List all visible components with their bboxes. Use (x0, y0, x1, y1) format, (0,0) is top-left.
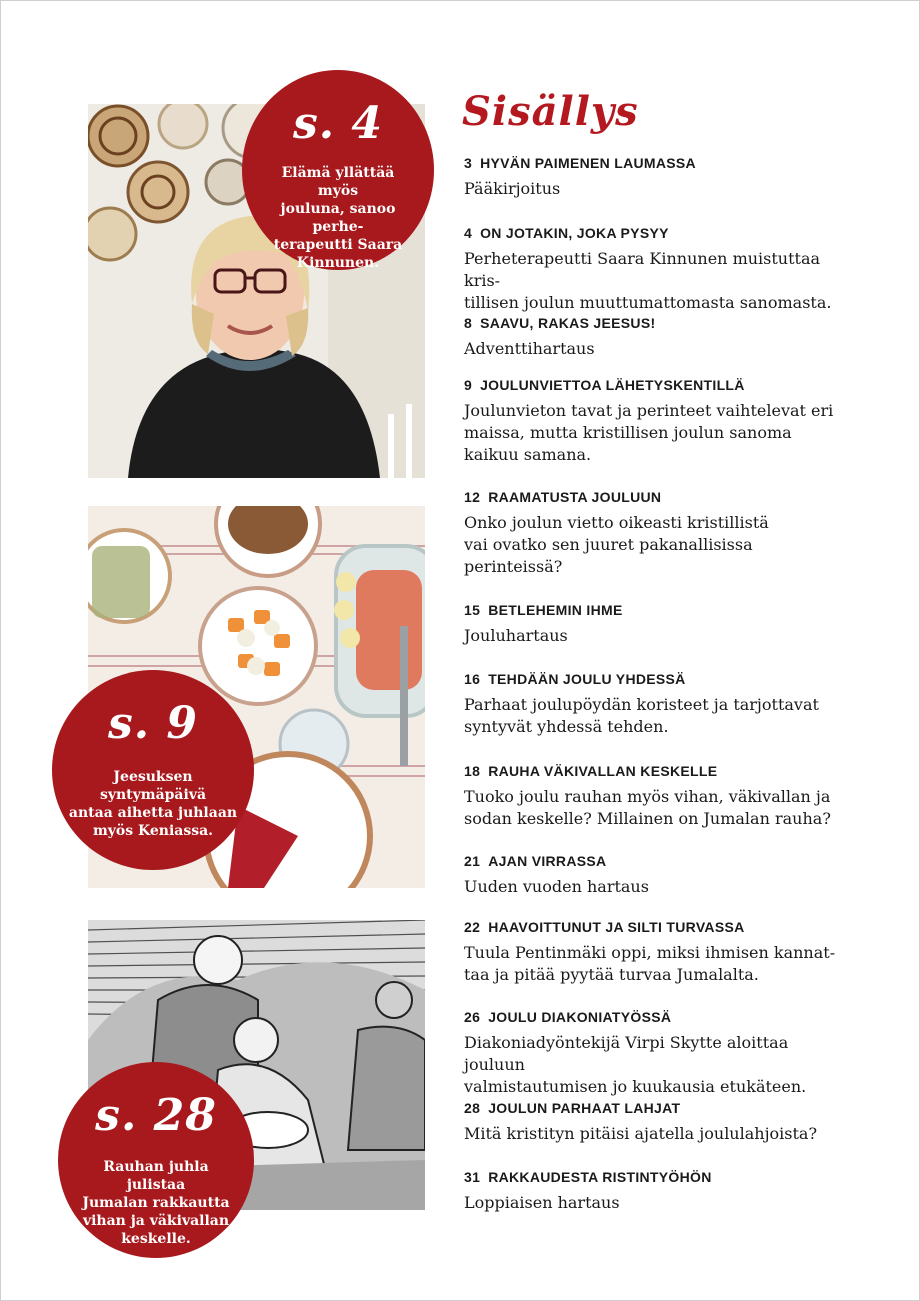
toc-description: Tuula Pentinmäki oppi, miksi ihmisen kannat- (464, 943, 836, 962)
toc-page-number: 12 (464, 489, 481, 505)
toc-heading-text: BETLEHEMIN IHME (488, 602, 623, 618)
toc-description: Tuoko joulu rauhan myös vihan, väkivallan ja (464, 787, 831, 806)
toc-entry[interactable] (464, 1008, 854, 1098)
toc-heading-text: AJAN VIRRASSA (488, 853, 607, 869)
toc-description: tillisen joulun muuttumattomasta sanomasta. (464, 293, 832, 312)
toc-entry[interactable] (464, 1099, 854, 1145)
toc-entry[interactable] (464, 601, 854, 647)
toc-heading-text: RAUHA VÄKIVALLAN KESKELLE (488, 763, 718, 779)
toc-entry[interactable] (464, 670, 854, 738)
toc-heading-text: JOULUNVIETTOA LÄHETYSKENTILLÄ (480, 377, 745, 393)
toc-heading (464, 1168, 854, 1186)
toc-page-number: 8 (464, 315, 473, 331)
toc-description: Jouluhartaus (464, 626, 568, 645)
toc-entry[interactable] (464, 154, 854, 200)
toc-description: maissa, mutta kristillisen joulun sanoma (464, 423, 792, 442)
toc-description: Perheterapeutti Saara Kinnunen muistuttaa kris- (464, 249, 821, 290)
callout-text-line: Kinnunen. (296, 255, 380, 271)
toc-description: valmistautumisen jo kuukausia etukäteen. (464, 1077, 807, 1096)
callout-text-line: myös Keniassa. (92, 823, 214, 839)
toc-description: syntyvät yhdessä tehden. (464, 717, 669, 736)
callout-page-9[interactable] (52, 670, 254, 870)
toc-heading (464, 314, 854, 332)
toc-heading-text: RAKKAUDESTA RISTINTYÖHÖN (488, 1169, 712, 1185)
toc-heading (464, 488, 854, 506)
toc-heading-text: HAAVOITTUNUT JA SILTI TURVASSA (488, 919, 745, 935)
toc-description: Diakoniadyöntekijä Virpi Skytte aloittaa jouluun (464, 1033, 789, 1074)
callout-text-line: keskelle. (121, 1231, 191, 1247)
toc-page-number: 22 (464, 919, 481, 935)
toc-description: kaikuu samana. (464, 445, 592, 464)
toc-description: Mitä kristityn pitäisi ajatella joululahjoista? (464, 1124, 818, 1143)
toc-heading-text: TEHDÄÄN JOULU YHDESSÄ (488, 671, 686, 687)
toc-description: Uuden vuoden hartaus (464, 877, 649, 896)
toc-page-number: 9 (464, 377, 473, 393)
toc-page-number: 18 (464, 763, 481, 779)
toc-description: Onko joulun vietto oikeasti kristillistä (464, 513, 769, 532)
callout-page-label: s. 9 (107, 698, 199, 749)
toc-entry[interactable] (464, 852, 854, 898)
callout-text-line: vihan ja väkivallan (82, 1213, 230, 1229)
toc-heading-text: HYVÄN PAIMENEN LAUMASSA (480, 155, 696, 171)
callout-text-line: Jumalan rakkautta (82, 1195, 230, 1211)
toc-description: taa ja pitää pyytää turvaa Jumalalta. (464, 965, 759, 984)
toc-entry[interactable] (464, 314, 854, 360)
callout-text-line: antaa aihetta juhlaan (68, 805, 238, 821)
toc-description: Joulunvieton tavat ja perinteet vaihtelevat eri (464, 401, 834, 420)
toc-entry[interactable] (464, 488, 854, 578)
callout-page-label: s. 4 (292, 98, 384, 149)
toc-entry[interactable] (464, 1168, 854, 1214)
callout-text-line: Jeesuksen syntymäpäivä (99, 769, 207, 803)
toc-description: sodan keskelle? Millainen on Jumalan rauha? (464, 809, 831, 828)
toc-heading (464, 1099, 854, 1117)
toc-title: Sisällys (462, 88, 639, 135)
toc-heading-text: SAAVU, RAKAS JEESUS! (480, 315, 656, 331)
toc-description: perinteissä? (464, 557, 563, 576)
callout-text-line: Elämä yllättää myös (281, 165, 395, 199)
toc-page-number: 3 (464, 155, 473, 171)
toc-description: vai ovatko sen juuret pakanallisissa (464, 535, 753, 554)
callout-text-line: Rauhan juhla julistaa (103, 1159, 209, 1193)
toc-entry[interactable] (464, 762, 854, 830)
toc-heading (464, 852, 854, 870)
toc-heading (464, 601, 854, 619)
toc-page-number: 15 (464, 602, 481, 618)
callout-page-label: s. 28 (95, 1090, 217, 1141)
toc-description: Loppiaisen hartaus (464, 1193, 620, 1212)
toc-heading-text: JOULU DIAKONIATYÖSSÄ (488, 1009, 672, 1025)
toc-heading (464, 376, 854, 394)
toc-heading (464, 670, 854, 688)
toc-page-number: 31 (464, 1169, 481, 1185)
toc-heading-text: JOULUN PARHAAT LAHJAT (488, 1100, 681, 1116)
toc-page-number: 28 (464, 1100, 481, 1116)
toc-heading-text: RAAMATUSTA JOULUUN (488, 489, 662, 505)
toc-heading-text: ON JOTAKIN, JOKA PYSYY (480, 225, 669, 241)
toc-entry[interactable] (464, 376, 854, 466)
toc-description: Pääkirjoitus (464, 179, 561, 198)
toc-page-number: 4 (464, 225, 473, 241)
toc-page-number: 26 (464, 1009, 481, 1025)
callout-text-line: terapeutti Saara (273, 237, 403, 253)
toc-page-number: 16 (464, 671, 481, 687)
toc-page-number: 21 (464, 853, 481, 869)
toc-heading (464, 762, 854, 780)
callout-page-28[interactable] (58, 1062, 254, 1258)
callout-page-4[interactable] (242, 70, 434, 270)
toc-heading (464, 224, 854, 242)
toc-heading (464, 918, 854, 936)
callout-text-line: jouluna, sanoo perhe- (280, 201, 396, 235)
toc-description: Adventtihartaus (464, 339, 595, 358)
toc-description: Parhaat joulupöydän koristeet ja tarjottavat (464, 695, 819, 714)
toc-heading (464, 1008, 854, 1026)
toc-entry[interactable] (464, 918, 854, 986)
toc-heading (464, 154, 854, 172)
toc-entry[interactable] (464, 224, 854, 314)
